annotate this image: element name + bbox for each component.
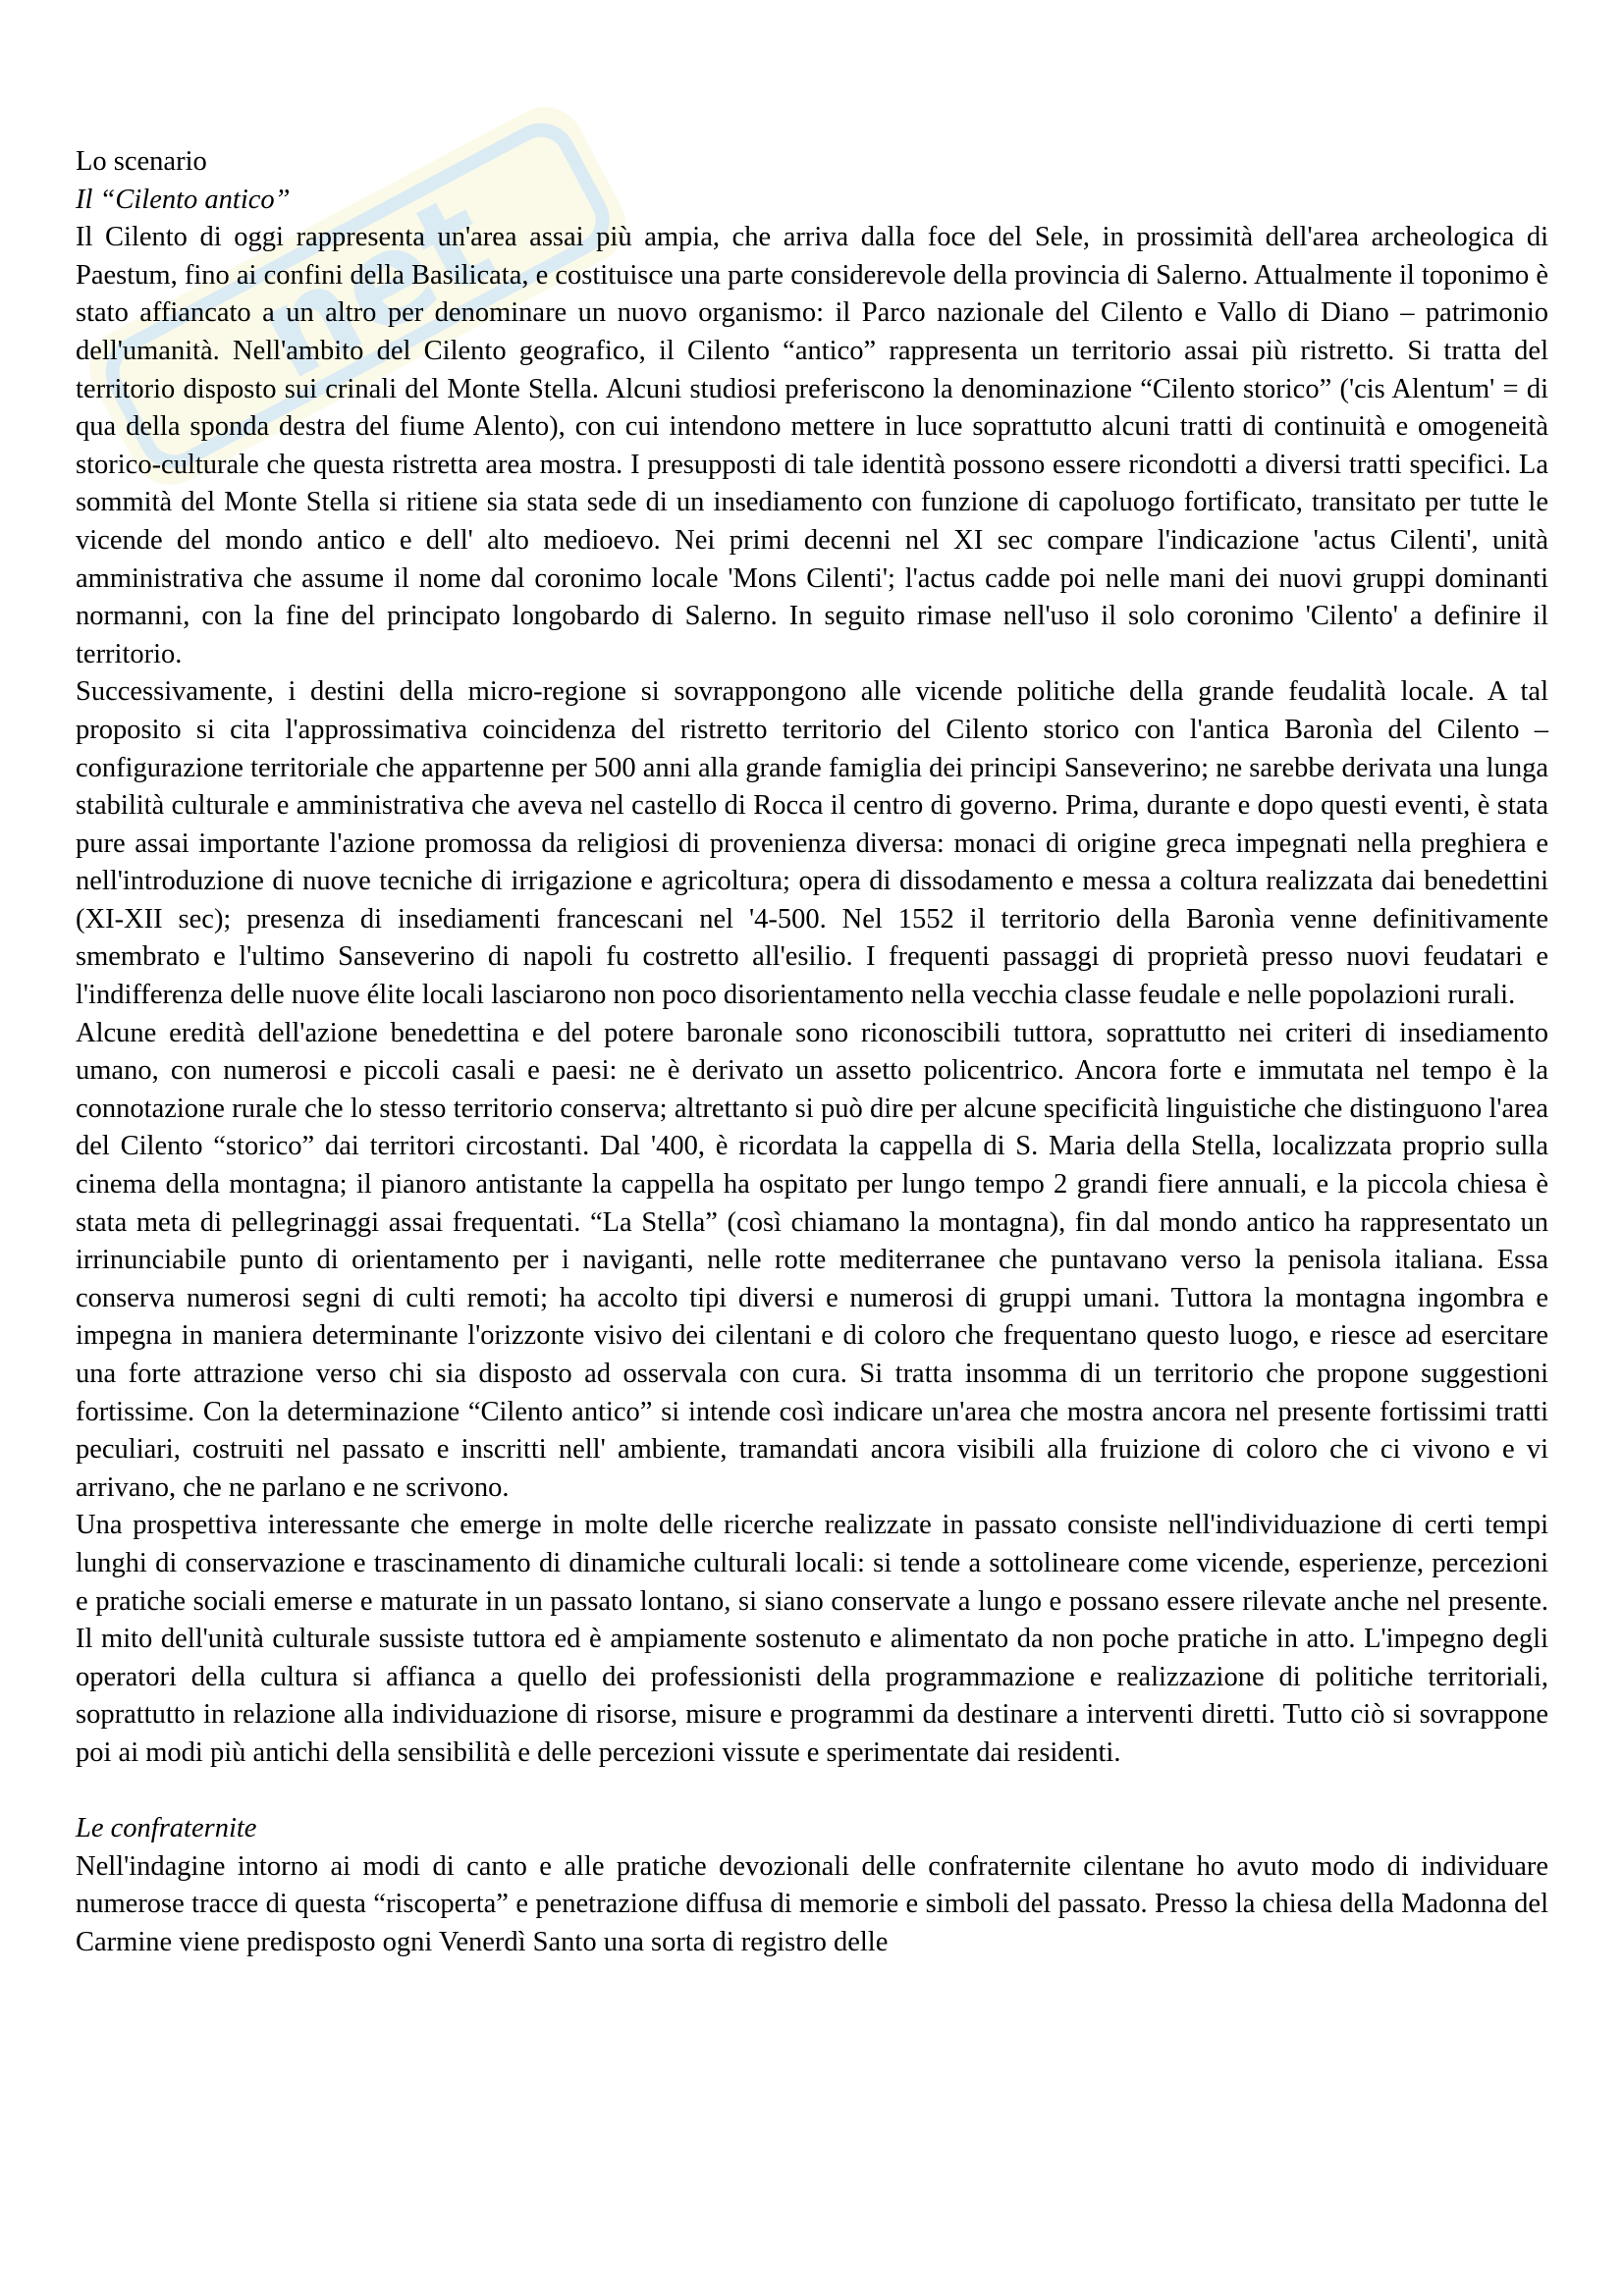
document-body (76, 143, 1548, 1962)
paragraph: Alcune eredità dell'azione benedettina e del potere baronale sono riconoscibili tuttora, soprattutto nei criteri di insediamento umano, con numerosi e piccoli casali e paesi: ne è derivato un assetto policentrico. Ancora forte e immutata nel tempo è la connotazione rurale che lo stesso territorio conserva; altrettanto si può dire per alcune specificità linguistiche che distinguono l'area del Cilento “storico” dai territori circostanti. Dal '400, è ricordata la cappella di S. Maria della Stella, localizzata proprio sulla cinema della montagna; il pianoro antistante la cappella ha ospitato per lungo tempo 2 grandi fiere annuali, e la piccola chiesa è stata meta di pellegrinaggi assai frequentati. “La Stella” (così chiamano la montagna), fin dal mondo antico ha rappresentato un irrinunciabile punto di orientamento per i naviganti, nelle rotte mediterranee che puntavano verso la penisola italiana. Essa conserva numerosi segni di culti remoti; ha accolto tipi diversi e numerosi di gruppi umani. Tuttora la montagna ingombra e impegna in maniera determinante l'orizzonte visivo dei cilentani e di coloro che frequentano questo luogo, e riesce ad esercitare una forte attrazione verso chi sia disposto ad osservala con cura. Si tratta insomma di un territorio che propone suggestioni fortissime. Con la determinazione “Cilento antico” si intende così indicare un'area che mostra ancora nel presente fortissimi tratti peculiari, costruiti nel passato e inscritti nell' ambiente, tramandati ancora visibili alla fruizione di coloro che ci vivono e vi arrivano, che ne parlano e ne scrivono. (76, 1017, 1548, 1503)
watermark-text: net (234, 164, 515, 409)
section-heading: Il “Cilento antico” (76, 184, 291, 215)
paragraph: Una prospettiva interessante che emerge in molte delle ricerche realizzate in passato consiste nell'individuazione di certi tempi lunghi di conservazione e trascinamento di dinamiche culturali locali: si tende a sottolineare come vicende, esperienze, percezioni e pratiche sociali emerse e maturate in un passato lontano, si siano conservate a lungo e possano essere rilevate anche nel presente. Il mito dell'unità culturale sussiste tuttora ed è ampiamente sostenuto e alimentato da non poche pratiche in atto. L'impegno degli operatori della cultura si affianca a quello dei professionisti della programmazione e realizzazione di politiche territoriali, soprattutto in relazione alla individuazione di risorse, misure e programmi da destinare a interventi diretti. Tutto ciò si sovrappone poi ai modi più antichi della sensibilità e delle percezioni vissute e sperimentate dai residenti. (76, 1510, 1548, 1768)
paragraph: Successivamente, i destini della micro-regione si sovrappongono alle vicende politiche della grande feudalità locale. A tal proposito si cita l'approssimativa coincidenza del ristretto territorio del Cilento storico con l'antica Baronìa del Cilento – configurazione territoriale che appartenne per 500 anni alla grande famiglia dei principi Sanseverino; ne sarebbe derivata una lunga stabilità culturale e amministrativa che aveva nel castello di Rocca il centro di governo. Prima, durante e dopo questi eventi, è stata pure assai importante l'azione promossa da religiosi di provenienza diversa: monaci di origine greca impegnati nella preghiera e nell'introduzione di nuove tecniche di irrigazione e agricoltura; opera di dissodamento e messa a coltura realizzata dai benedettini (XI-XII sec); presenza di insediamenti francescani nel '4-500. Nel 1552 il territorio della Baronìa venne definitivamente smembrato e l'ultimo Sanseverino di napoli fu costretto all'esilio. I frequenti passaggi di proprietà presso nuovi feudatari e l'indifferenza delle nuove élite locali lasciarono non poco disorientamento nella vecchia classe feudale e nelle popolazioni rurali. (76, 676, 1548, 1011)
paragraph: Il Cilento di oggi rappresenta un'area assai più ampia, che arriva dalla foce del Sele, in prossimità dell'area archeologica di Paestum, fino ai confini della Basilicata, e costituisce una parte considerevole della provincia di Salerno. Attualmente il toponimo è stato affiancato a un altro per denominare un nuovo organismo: il Parco nazionale del Cilento e Vallo di Diano – patrimonio dell'umanità. Nell'ambito del Cilento geografico, il Cilento “antico” rappresenta un territorio assai più ristretto. Si tratta del territorio disposto sui crinali del Monte Stella. Alcuni studiosi preferiscono la denominazione “Cilento storico” ('cis Alentum' = di qua della sponda destra del fiume Alento), con cui intendono mettere in luce soprattutto alcuni tratti di continuità e omogeneità storico-culturale che questa ristretta area mostra. I presupposti di tale identità possono essere ricondotti a diversi tratti specifici. La sommità del Monte Stella si ritiene sia stata sede di un insediamento con funzione di capoluogo fortificato, transitato per tutte le vicende del mondo antico e dell' alto medioevo. Nei primi decenni nel XI sec compare l'indicazione 'actus Cilenti', unità amministrativa che assume il nome dal coronimo locale 'Mons Cilenti'; l'actus cadde poi nelle mani dei nuovi gruppi dominanti normanni, con la fine del principato longobardo di Salerno. In seguito rimase nell'uso il solo coronimo 'Cilento' a definire il territorio. (76, 222, 1548, 669)
paragraph: Nell'indagine intorno ai modi di canto e alle pratiche devozionali delle confraternite cilentane ho avuto modo di individuare numerose tracce di questa “riscoperta” e penetrazione diffusa di memorie e simboli del passato. Presso la chiesa della Madonna del Carmine viene predisposto ogni Venerdì Santo una sorta di registro delle (76, 1850, 1548, 1957)
section-heading: Le confraternite (76, 1813, 257, 1844)
section-spacer (76, 1773, 1548, 1811)
page-title: Lo scenario (76, 146, 207, 177)
